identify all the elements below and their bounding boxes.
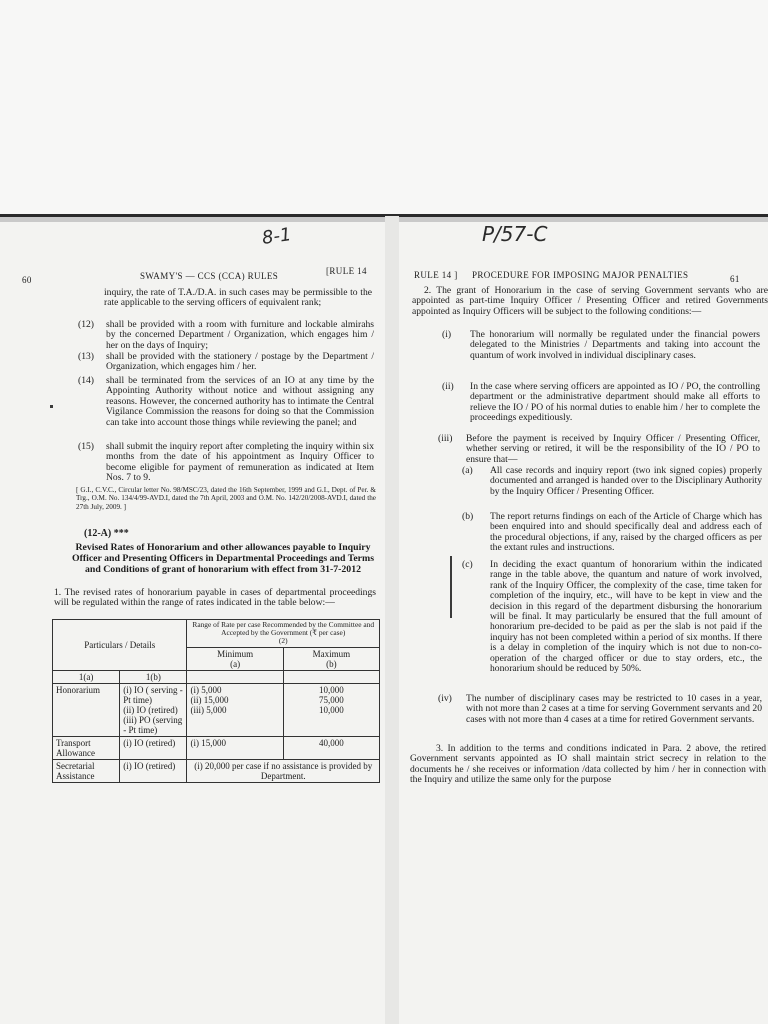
header-minimum-sub: (a) [230, 658, 241, 669]
cell-minimum: (i) 15,000 [187, 736, 283, 759]
item-text: shall be provided with a room with furniture and lockable almirahs by the concerned Department / Organization, which engages him / her on the days of Inquiry; [106, 319, 374, 351]
item-text: Before the payment is received by Inquiry Officer / Presenting Officer, whether serving or retired, it will be the responsibility of the IO / PO to ensure that— [466, 433, 760, 465]
item-number: (14) [78, 375, 94, 386]
header-minimum [187, 647, 283, 670]
table-row [53, 759, 380, 782]
margin-pen-mark [450, 556, 452, 618]
handwritten-note-left: 8-1 [260, 224, 293, 249]
running-head: PROCEDURE FOR IMPOSING MAJOR PENALTIES [472, 270, 689, 280]
running-head: SWAMY'S — CCS (CCA) RULES [140, 271, 279, 281]
cell-particular: Transport Allowance [53, 736, 120, 759]
cell-detail: (i) IO ( serving - Pt time) (ii) IO (retired) (iii) PO (serving - Pt time) [120, 683, 187, 736]
sub-item-text: The report returns findings on each of the Article of Charge which has been enquired into and should specifically deal and address each of the procedural objections, if any, raised by the charged officers as per the extant rules and instructions. [490, 511, 762, 554]
header-range-text: Range of Rate per case Recommended by the Committee and Accepted by the Government (₹ per case) [192, 620, 375, 638]
header-maximum-sub: (b) [326, 658, 337, 669]
header-maximum [283, 647, 379, 670]
header-minimum-label: Minimum [217, 648, 254, 659]
paragraph-2: 2. The grant of Honorarium in the case of serving Government servants who are appointed as part-time Inquiry Officer / Presenting Officer and retired Governments appointed as Inquiry Officers will be subject to the following conditions:— [412, 285, 768, 317]
cell-particular: Honorarium [53, 683, 120, 736]
sub-item-number: (c) [462, 559, 473, 570]
paragraph-3: 3. In addition to the terms and conditions indicated in Para. 2 above, the retired Government servants appointed as IO shall maintain strict secrecy in relation to the documents he / she receives or information /data collected by him / her in connection with the Inquiry and utilize the same only for the purpose [410, 743, 766, 786]
sub-item-number: (a) [462, 465, 473, 476]
item-number: (ii) [442, 381, 454, 392]
page-number: 61 [730, 274, 740, 284]
item-text: The honorarium will normally be regulated under the financial powers delegated to the Ministries / Departments and taking into account the quantum of work involved in individual disciplinary cases. [470, 329, 760, 361]
continued-text: inquiry, the rate of T.A./D.A. in such cases may be permissible to the rate applicable to the serving officers of equivalent rank; [104, 287, 372, 309]
paragraph-1: 1. The revised rates of honorarium payable in cases of departmental proceedings will be regulated within the range of rates indicated in the table below:— [54, 587, 376, 609]
item-text: shall be provided with the stationery / postage by the Department / Organization, which engages him / her. [106, 351, 374, 373]
item-number: (13) [78, 351, 94, 362]
cell-merged: (i) 20,000 per case if no assistance is provided by Department. [187, 759, 380, 782]
item-text: The number of disciplinary cases may be restricted to 10 cases in a year, with not more than 2 cases at a time for serving Government servants and 20 cases with not more than 4 cases at a time for retired Government servants. [466, 693, 762, 725]
col-blank [187, 670, 283, 683]
cell-detail: (i) IO (retired) [120, 736, 187, 759]
section-label: (12-A) *** [84, 528, 129, 539]
item-text: shall submit the inquiry report after completing the inquiry within six months from the date of his appointment as Inquiry Officer to become eligible for payment of remuneration as indicated at Item Nos. 7 to 9. [106, 441, 374, 484]
item-number: (12) [78, 319, 94, 330]
item-number: (iv) [438, 693, 452, 704]
sub-item-text: All case records and inquiry report (two ink signed copies) properly documented and arranged is handed over to the Disciplinary Authority by the Inquiry Officer / Presenting Officer. [490, 465, 762, 497]
cell-maximum: 40,000 [283, 736, 379, 759]
sub-item-number: (b) [462, 511, 474, 522]
table-row [53, 736, 380, 759]
section-title: Revised Rates of Honorarium and other allowances payable to Inquiry Officer and Presenting Officers in Departmental Proceedings and Terms and Conditions of grant of honorarium with effect from 31-7-2012 [71, 542, 375, 576]
cell-minimum: (i) 5,000 (ii) 15,000 (iii) 5,000 [187, 683, 283, 736]
margin-dot [50, 405, 53, 408]
rule-reference: [RULE 14 [326, 266, 367, 276]
table-row [53, 670, 380, 683]
handwritten-note-right: P/57-C [482, 222, 548, 246]
page-number: 60 [22, 275, 32, 285]
left-page [0, 222, 388, 1024]
honorarium-rates-table [52, 619, 380, 783]
sub-item-text: In deciding the exact quantum of honorarium within the indicated range in the table above, the quantum and nature of work involved, rank of the Inquiry Officer, the complexity of the case, time taken for completion of the inquiry, etc., will have to be kept in view and the decision in this regard of the department disbursing the honorarium will be final. It may particularly be ensured that the full amount of honorarium pre-decided to be paid as per the slab is not paid if the inquiry has not been completed within a period of six months. If there is a delay in completion of the inquiry which is not due to non-co-operation of the charged officer or due to stay orders, etc., the honorarium should be reduced by 50%. [490, 559, 762, 675]
item-text: shall be terminated from the services of an IO at any time by the Appointing Authority without notice and without assigning any reasons. However, the concerned authority has to intimate the Central Vigilance Commission the reasons for doing so that the Commission can take into account those things while reviewing the panel; and [106, 375, 374, 428]
col-1b: 1(b) [120, 670, 187, 683]
header-particulars: Particulars / Details [53, 620, 187, 671]
table-row [53, 620, 380, 648]
scan-background [0, 0, 768, 214]
col-1a: 1(a) [53, 670, 120, 683]
col-blank [283, 670, 379, 683]
item-number: (i) [442, 329, 452, 340]
item-number: (15) [78, 441, 94, 452]
header-maximum-label: Maximum [312, 648, 351, 659]
header-range-number: (2) [278, 636, 288, 646]
right-page [398, 222, 768, 1024]
citation: [ G.I., C.V.C., Circular letter No. 98/MSC/23, dated the 16th September, 1999 and G.I., Dept. of Per. & Trg., O.M. No. 134/4/99-AVD.I, dated the 7th April, 2003 and O.M. No. 142/20/2008-AVD.I, dated the 27th July, 2009. ] [76, 486, 376, 511]
cell-detail: (i) IO (retired) [120, 759, 187, 782]
item-text: In the case where serving officers are appointed as IO / PO, the controlling department or the administrative department should make all efforts to relieve the IO / PO of his normal duties to enable him / her to complete the proceedings expeditiously. [470, 381, 760, 424]
table-row [53, 683, 380, 736]
item-number: (iii) [438, 433, 453, 444]
cell-maximum: 10,000 75,000 10,000 [283, 683, 379, 736]
rule-reference: RULE 14 ] [414, 270, 458, 280]
cell-particular: Secretarial Assistance [53, 759, 120, 782]
header-range [187, 620, 380, 648]
